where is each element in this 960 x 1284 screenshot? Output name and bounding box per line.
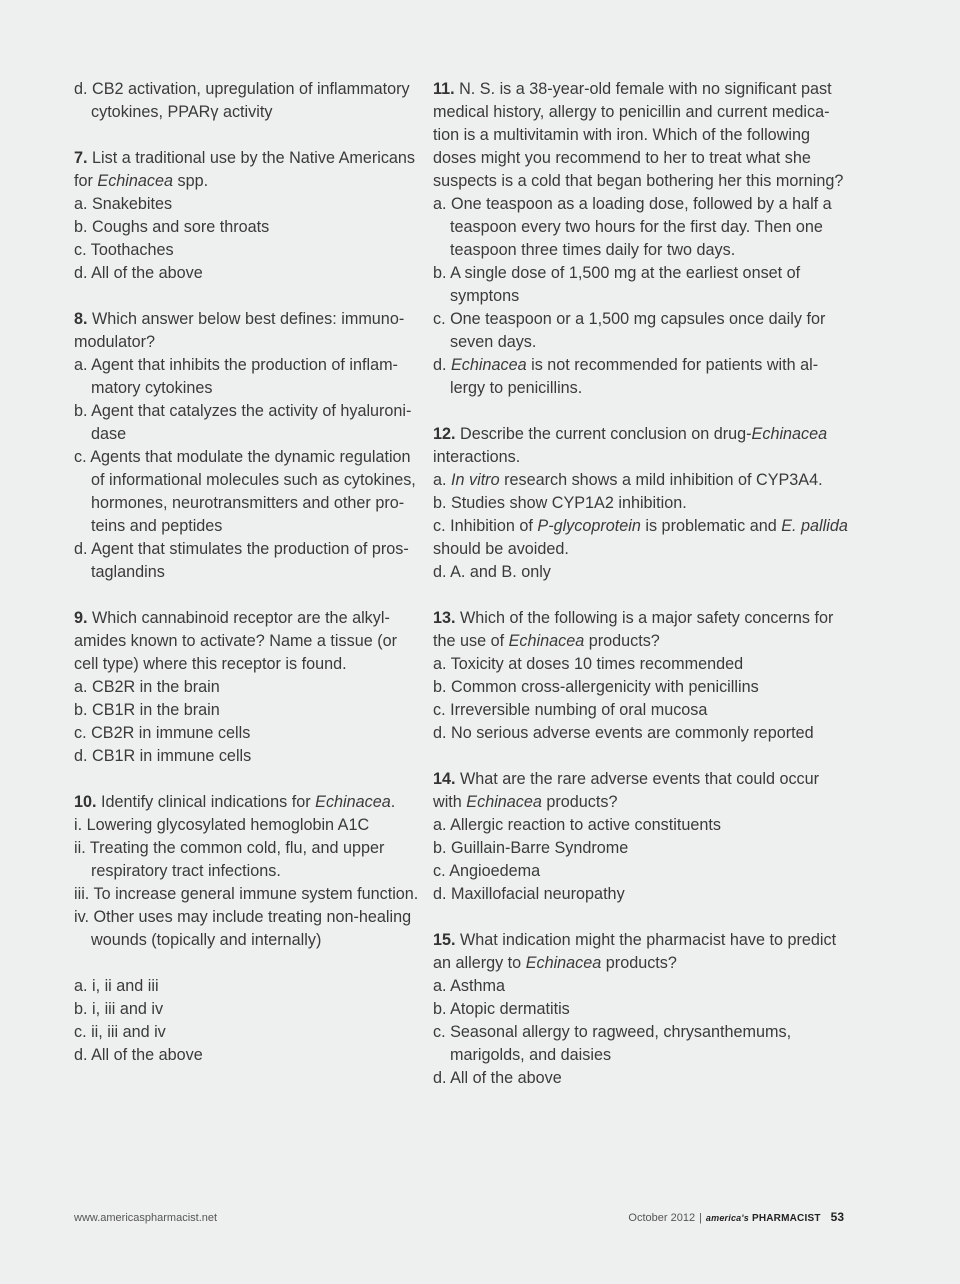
question-stem-cont: an allergy to Echinacea products?: [433, 954, 677, 972]
question-stem-cont: the use of Echinacea products?: [433, 632, 660, 650]
option-b: b. CB1R in the brain: [74, 701, 220, 719]
option-a-cont: teaspoon every two hours for the first day. Then one: [450, 218, 823, 236]
option-c: c. CB2R in immune cells: [74, 724, 251, 742]
question-6-tail: [74, 78, 419, 124]
question-stem-cont: interactions.: [433, 448, 521, 466]
option-a: a. Toxicity at doses 10 times recommended: [433, 655, 744, 673]
option-b: b. Guillain-Barre Syndrome: [433, 839, 629, 857]
option-a: a. One teaspoon as a loading dose, followed by a half a: [433, 195, 832, 213]
question-stem: 12. Describe the current conclusion on drug-Echinacea: [433, 425, 828, 443]
option-c-cont: teins and peptides: [91, 517, 223, 535]
item-ii-cont: respiratory tract infections.: [91, 862, 281, 880]
option-a: a. Allergic reaction to active constituents: [433, 816, 721, 834]
question-number: 13.: [433, 609, 456, 627]
footer-url[interactable]: www.americaspharmacist.net: [74, 1212, 218, 1224]
option-c: c. One teaspoon or a 1,500 mg capsules once daily for: [433, 310, 826, 328]
option-a: a. Snakebites: [74, 195, 173, 213]
option-d: d. Agent that stimulates the production of pros-: [74, 540, 409, 558]
option-a: a. CB2R in the brain: [74, 678, 220, 696]
question-13: [433, 607, 853, 745]
question-stem-cont: with Echinacea products?: [433, 793, 618, 811]
question-7: [74, 147, 419, 285]
option-a-cont: teaspoon three times daily for two days.: [450, 241, 736, 259]
question-15: [433, 929, 853, 1090]
question-stem: 9. Which cannabinoid receptor are the alkyl-: [74, 609, 390, 627]
item-iv: iv. Other uses may include treating non-healing: [74, 908, 412, 926]
question-stem-cont: medical history, allergy to penicillin and current medica-: [433, 103, 830, 121]
option-c: c. Agents that modulate the dynamic regulation: [74, 448, 411, 466]
question-stem-cont: amides known to activate? Name a tissue (or: [74, 632, 397, 650]
magazine-logo: PHARMACIST: [751, 1213, 821, 1224]
question-8: [74, 308, 419, 584]
question-number: 10.: [74, 793, 97, 811]
item-iv-cont: wounds (topically and internally): [91, 931, 322, 949]
question-stem: 14. What are the rare adverse events that could occur: [433, 770, 820, 788]
question-number: 15.: [433, 931, 456, 949]
option-d: d. A. and B. only: [433, 563, 551, 581]
question-stem-cont: doses might you recommend to her to treat what she: [433, 149, 811, 167]
option-b: b. Common cross-allergenicity with penicillins: [433, 678, 759, 696]
question-stem: 7. List a traditional use by the Native Americans: [74, 149, 416, 167]
option-c: c. Angioedema: [433, 862, 541, 880]
right-column: [433, 78, 853, 1113]
option-c: c. Toothaches: [74, 241, 174, 259]
option-a: a. Agent that inhibits the production of inflam-: [74, 356, 398, 374]
option-b-cont: dase: [91, 425, 127, 443]
option-c-cont: hormones, neurotransmitters and other pro-: [91, 494, 405, 512]
option-b: b. Studies show CYP1A2 inhibition.: [433, 494, 687, 512]
option-d: d. All of the above: [74, 264, 203, 282]
option-b: b. Agent that catalyzes the activity of hyaluroni-: [74, 402, 412, 420]
option-b: b. Atopic dermatitis: [433, 1000, 570, 1018]
question-number: 9.: [74, 609, 88, 627]
question-number: 14.: [433, 770, 456, 788]
spacer: [74, 952, 419, 975]
question-11: [433, 78, 853, 400]
option-d: d. Echinacea is not recommended for patients with al-: [433, 356, 819, 374]
option-b: b. Coughs and sore throats: [74, 218, 270, 236]
option-d-cont: taglandins: [91, 563, 165, 581]
issue-date: October 2012: [628, 1212, 696, 1224]
footer-separator: |: [699, 1212, 702, 1224]
question-number: 8.: [74, 310, 88, 328]
question-stem-cont: modulator?: [74, 333, 155, 351]
option-a: a. Asthma: [433, 977, 505, 995]
option-d: d. All of the above: [433, 1069, 562, 1087]
page-number: 53: [830, 1210, 844, 1224]
question-10: [74, 791, 419, 1067]
option-a-cont: matory cytokines: [91, 379, 213, 397]
footer-right: [628, 1210, 844, 1224]
option-c: c. Seasonal allergy to ragweed, chrysanthemums,: [433, 1023, 792, 1041]
question-number: 7.: [74, 149, 88, 167]
option-b: b. A single dose of 1,500 mg at the earliest onset of: [433, 264, 801, 282]
question-stem: 11. N. S. is a 38-year-old female with no significant past: [433, 80, 832, 98]
item-iii: iii. To increase general immune system function.: [74, 885, 419, 903]
option-c-cont: marigolds, and daisies: [450, 1046, 612, 1064]
question-14: [433, 768, 853, 906]
magazine-logo-small: america's: [705, 1213, 749, 1223]
question-stem: 13. Which of the following is a major safety concerns for: [433, 609, 834, 627]
question-stem-cont: suspects is a cold that began bothering her this morning?: [433, 172, 844, 190]
option-d: d. No serious adverse events are commonly reported: [433, 724, 814, 742]
option-d-cont: cytokines, PPARγ activity: [91, 103, 273, 121]
option-c-cont: seven days.: [450, 333, 537, 351]
option-a: a. In vitro research shows a mild inhibition of CYP3A4.: [433, 471, 823, 489]
question-stem-cont: tion is a multivitamin with iron. Which of the following: [433, 126, 810, 144]
option-c: c. ii, iii and iv: [74, 1023, 166, 1041]
option-a: a. i, ii and iii: [74, 977, 159, 995]
question-number: 12.: [433, 425, 456, 443]
option-d-cont: lergy to penicillins.: [450, 379, 583, 397]
question-stem: 8. Which answer below best defines: immuno-: [74, 310, 405, 328]
question-stem-cont: for Echinacea spp.: [74, 172, 209, 190]
question-stem: 10. Identify clinical indications for Echinacea.: [74, 793, 396, 811]
question-12: [433, 423, 853, 584]
item-ii: ii. Treating the common cold, flu, and upper: [74, 839, 385, 857]
option-b: b. i, iii and iv: [74, 1000, 164, 1018]
option-d: d. CB1R in immune cells: [74, 747, 252, 765]
question-number: 11.: [433, 80, 455, 98]
question-9: [74, 607, 419, 768]
question-stem: 15. What indication might the pharmacist have to predict: [433, 931, 837, 949]
option-d: d. All of the above: [74, 1046, 203, 1064]
option-c: c. Irreversible numbing of oral mucosa: [433, 701, 708, 719]
option-c-cont: of informational molecules such as cytokines,: [91, 471, 416, 489]
option-d: d. Maxillofacial neuropathy: [433, 885, 625, 903]
question-stem-cont: cell type) where this receptor is found.: [74, 655, 347, 673]
left-column: [74, 78, 419, 1090]
option-c: c. Inhibition of P-glycoprotein is problematic and E. pallida: [433, 517, 848, 535]
option-c-cont: should be avoided.: [433, 540, 569, 558]
option-b-cont: symptons: [450, 287, 520, 305]
option-d: d. CB2 activation, upregulation of inflammatory: [74, 80, 410, 98]
item-i: i. Lowering glycosylated hemoglobin A1C: [74, 816, 370, 834]
page-footer: [74, 1210, 844, 1228]
